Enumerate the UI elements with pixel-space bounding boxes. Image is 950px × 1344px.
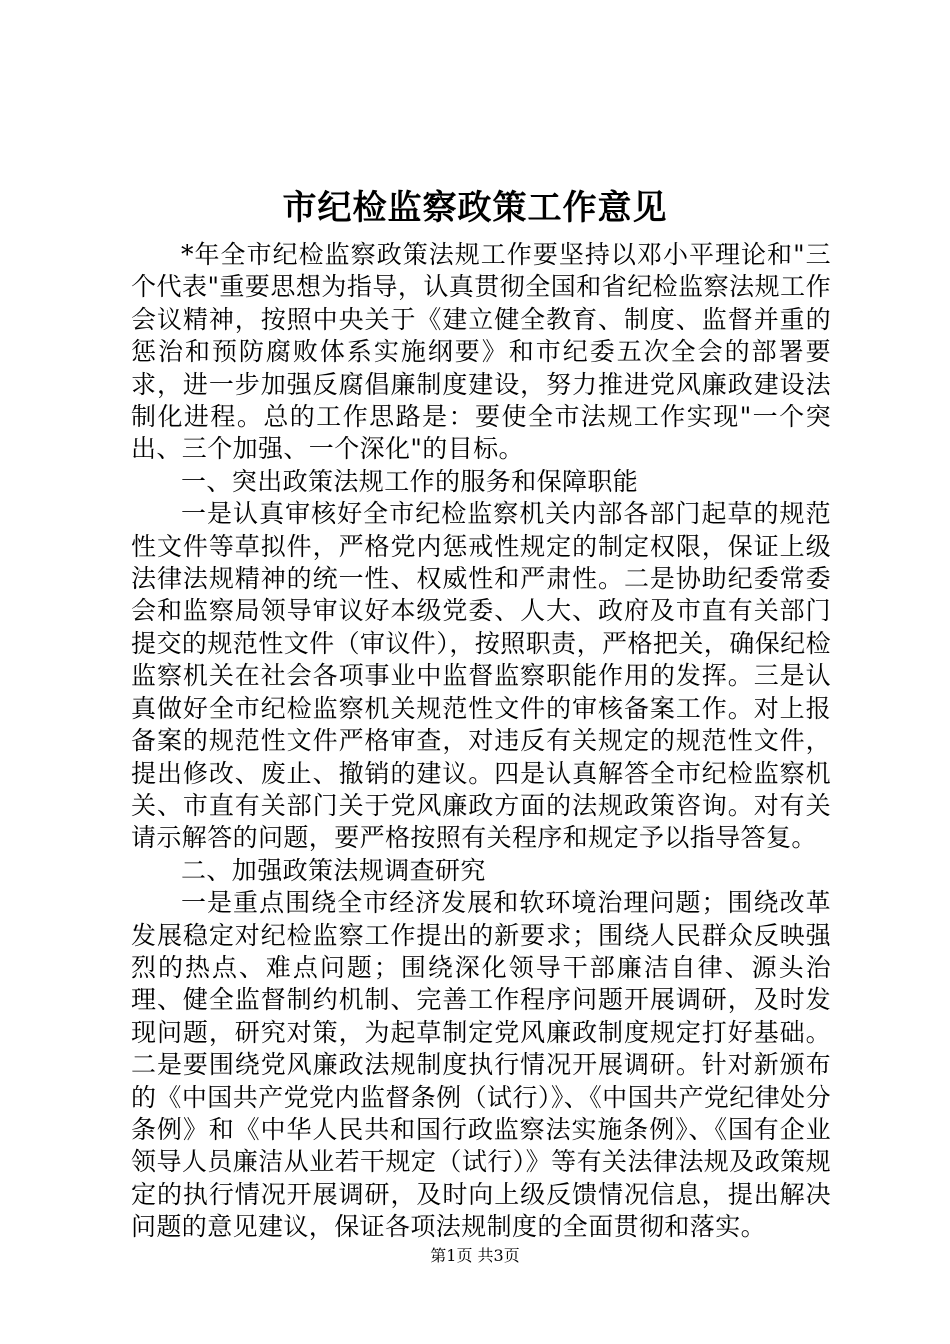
paragraph-intro: *年全市纪检监察政策法规工作要坚持以邓小平理论和"三个代表"重要思想为指导，认真贯彻全国和省纪检监察法规工作会议精神，按照中央关于《建立健全教育、制度、监督并重的惩治和预防腐败体系实施纲要》和市纪委五次全会的部署要求，进一步加强反腐倡廉制度建设，努力推进党风廉政建设法制化进程。总的工作思路是：要使全市法规工作实现"一个突出、三个加强、一个深化"的目标。 [131,240,831,464]
paragraph-section-2: 一是重点围绕全市经济发展和软环境治理问题；围绕改革发展稳定对纪检监察工作提出的新要求；围绕人民群众反映强烈的热点、难点问题；围绕深化领导干部廉洁自律、源头治理、健全监督制约机制、完善工作程序问题开展调研，及时发现问题，研究对策，为起草制定党风廉政制度规定打好基础。二是要围绕党风廉政法规制度执行情况开展调研。针对新颁布的《中国共产党党内监督条例（试行）》、《中国共产党纪律处分条例》和《中华人民共和国行政监察法实施条例》、《国有企业领导人员廉洁从业若干规定（试行）》等有关法律法规及政策规定的执行情况开展调研，及时向上级反馈情况信息，提出解决问题的意见建议，保证各项法规制度的全面贯彻和落实。 [131,888,831,1242]
document-body [131,239,831,1244]
section-heading-2: 二、加强政策法规调查研究 [181,855,486,885]
document-title: 市纪检监察政策工作意见 [282,188,668,228]
paragraph-section-1: 一是认真审核好全市纪检监察机关内部各部门起草的规范性文件等草拟件，严格党内惩戒性规定的制定权限，保证上级法律法规精神的统一性、权威性和严肃性。二是协助纪委常委会和监察局领导审议好本级党委、人大、政府及市直有关部门提交的规范性文件（审议件），按照职责，严格把关，确保纪检监察机关在社会各项事业中监督监察职能作用的发挥。三是认真做好全市纪检监察机关规范性文件的审核备案工作。对上报备案的规范性文件严格审查，对违反有关规定的规范性文件，提出修改、废止、撤销的建议。四是认真解答全市纪检监察机关、市直有关部门关于党风廉政方面的法规政策咨询。对有关请示解答的问题，要严格按照有关程序和规定予以指导答复。 [131,499,831,853]
page-number-footer: 第1页 共3页 [430,1246,520,1265]
section-heading-1: 一、突出政策法规工作的服务和保障职能 [181,466,639,496]
